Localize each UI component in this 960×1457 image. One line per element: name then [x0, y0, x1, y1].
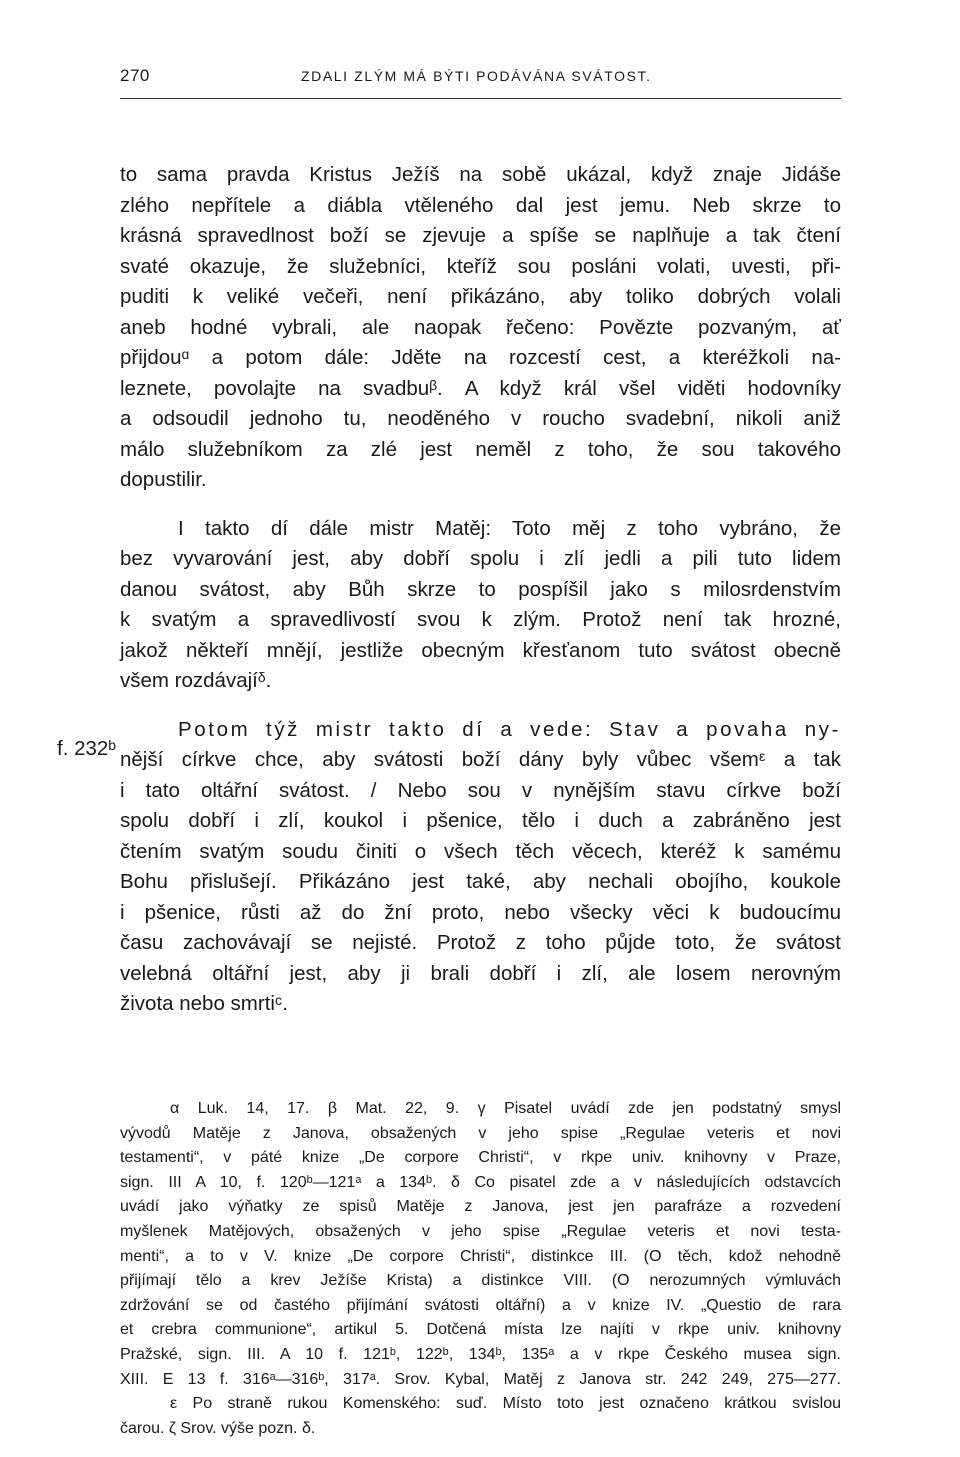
text-line: nější církve chce, aby svátosti boží dány byly vůbec všemᵋ a tak: [120, 748, 841, 771]
page-number: 270: [120, 66, 150, 85]
text-line: leznete, povolajte na svadbuᵝ. A když král všel viděti hodovníky: [120, 376, 841, 400]
text-line: Bohu přislušejí. Přikázáno jest také, aby nechali obojího, koukole: [120, 870, 841, 893]
text-line: dopustilir.: [120, 468, 207, 491]
footnote-line: přijímají tělo a krev Ježíše Krista) a distinkce VIII. (O nerozumných výmluvách: [120, 1272, 841, 1290]
text-line: čtením svatým soudu činiti o všech těch věcech, kteréž k samému: [120, 839, 841, 863]
text-line: danou svátost, aby Bůh skrze to pospíšil jako s milosrdenstvím: [120, 577, 841, 601]
text-line: i pšenice, růsti až do žní proto, nebo všecky věci k budoucímu: [120, 900, 841, 924]
text-line: k svatým a spravedlivostí svou k zlým. Protož není tak hrozné,: [120, 608, 841, 631]
text-line: Potom týž mistr takto dí a vede: Stav a povaha ny-: [178, 717, 841, 741]
footnote-line: vývodů Matěje z Janova, obsažených v jeho spise „Regulae veteris et novi: [120, 1124, 841, 1142]
text-line: aneb hodné vybrali, ale naopak řečeno: Povězte pozvaným, ať: [120, 315, 841, 339]
running-header: [120, 66, 841, 92]
footnote-line: XIII. E 13 f. 316ᵃ—316ᵇ, 317ᵃ. Srov. Kybal, Matěj z Janova str. 242 249, 275—277.: [120, 1370, 841, 1388]
footnote-line: čarou. ζ Srov. výše pozn. δ.: [120, 1419, 316, 1437]
text-line: přijdouᵅ a potom dále: Jděte na rozcestí cest, a kteréžkoli na-: [120, 346, 841, 369]
text-line: spolu dobří i zlí, koukol i pšenice, tělo i duch a zabráněno jest: [120, 809, 841, 832]
main-text: [120, 160, 841, 1020]
footnote-line: testamenti“, v páté knize „De corpore Christi“, v rkpe univ. knihovny v Praze,: [120, 1149, 841, 1167]
text-line: a odsoudil jednoho tu, neoděného v roucho svadební, nikoli aniž: [120, 407, 841, 430]
header-rule: [120, 98, 841, 99]
text-line: všem rozdávajíᵟ.: [120, 669, 272, 692]
footnote-line: uvádí jako výňatky ze spisů Matěje z Janova, jest jen parafráze a rozvedení: [120, 1198, 841, 1216]
footnotes: [120, 1097, 841, 1441]
text-line: to sama pravda Kristus Ježíš na sobě ukázal, když znaje Jidáše: [120, 163, 841, 186]
footnote-line: α Luk. 14, 17. β Mat. 22, 9. γ Pisatel uvádí zde jen podstatný smysl: [170, 1100, 841, 1117]
footnote-line: ε Po straně rukou Komenského: suď. Místo toto jest označeno krátkou svislou: [170, 1395, 841, 1413]
text-line: života nebo smrtiᶜ.: [120, 992, 288, 1015]
text-line: času zachovávají se nejisté. Protož z toho půjde toto, že svátost: [120, 931, 841, 954]
text-line: svaté okazuje, že služebníci, kteříž sou posláni volati, uvesti, při-: [120, 254, 841, 278]
text-line: i tato oltářní svátost. / Nebo sou v nynějším stavu církve boží: [120, 778, 841, 802]
text-line: zlého nepřítele a diábla vtěleného dal jest jemu. Neb skrze to: [120, 193, 841, 217]
text-line: krásná spravedlnost boží se zjevuje a spíše se naplňuje a tak čtení: [120, 224, 841, 247]
text-line: málo služebníkom za zlé jest neměl z toho, že sou takového: [120, 437, 841, 461]
paragraph-1: [120, 160, 841, 496]
paragraph-3: [120, 715, 841, 1020]
paragraph-2: [120, 514, 841, 697]
text-line: puditi k veliké večeři, není přikázáno, aby toliko dobrých volali: [120, 285, 841, 308]
footnote-line: Pražské, sign. III. A 10 f. 121ᵇ, 122ᵇ, 134ᵇ, 135ᵃ a v rkpe Českého musea sign.: [120, 1345, 841, 1363]
text-line: velebná oltářní jest, aby ji brali dobří i zlí, ale losem nerovným: [120, 961, 841, 985]
text-line: jakož někteří mnějí, jestliže obecným křesťanom tuto svátost obecně: [120, 638, 841, 662]
text-line: I takto dí dále mistr Matěj: Toto měj z toho vybráno, že: [178, 516, 841, 540]
margin-folio-note: f. 232ᵇ: [57, 737, 117, 760]
footnote-line: sign. III A 10, f. 120ᵇ—121ᵃ a 134ᵇ. δ Co pisatel zde a v následujících odstavcích: [120, 1173, 841, 1191]
footnote-line: zdržování se od častého přijímání svátosti oltářní) a v knize IV. „Questio de rara: [120, 1296, 841, 1314]
footnote-line: myšlenek Matějových, obsažených v jeho spise „Regulae veteris et novi testa-: [120, 1222, 841, 1240]
text-line: bez vyvarování jest, aby dobří spolu i zlí jedli a pili tuto lidem: [120, 547, 841, 570]
running-title: ZDALI ZLÝM MÁ BÝTI PODÁVÁNA SVÁTOST.: [301, 68, 652, 84]
footnote-line: menti“, a to v V. knize „De corpore Christi“, distinkce III. (O těch, kdož nehodně: [120, 1247, 841, 1265]
footnote-line: et crebra communione“, artikul 5. Dotčená místa lze najíti v rkpe univ. knihovny: [120, 1321, 841, 1339]
